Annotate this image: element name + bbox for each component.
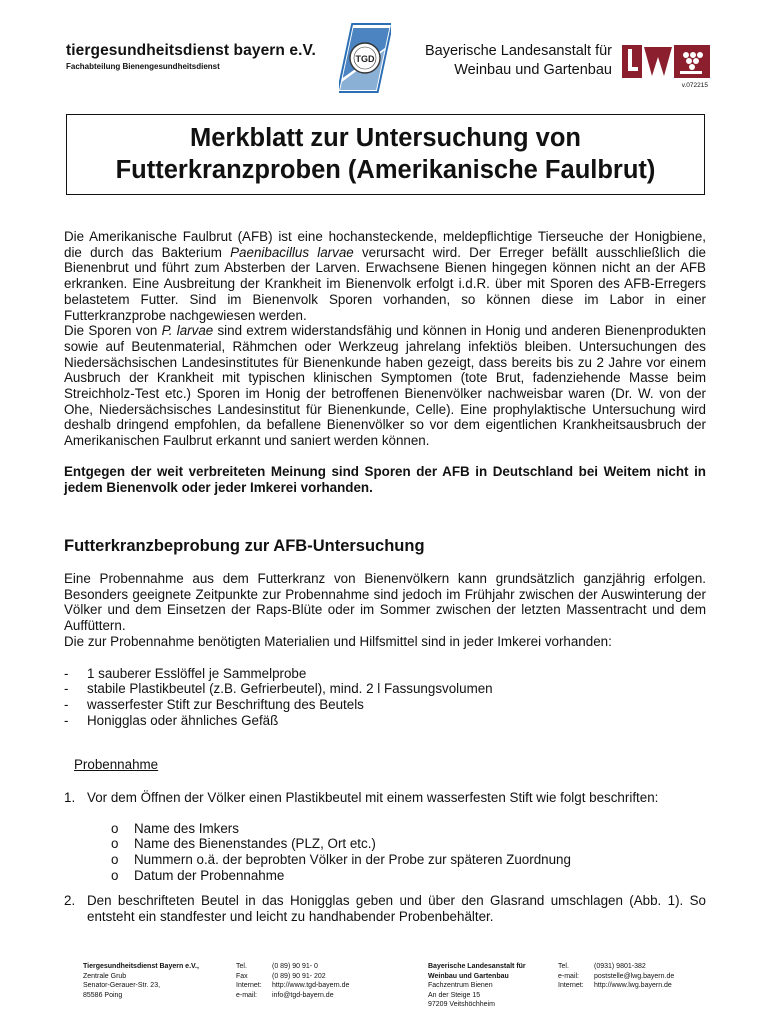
list-item: - Honigglas oder ähnliches Gefäß [64, 713, 706, 729]
list-item: - stabile Plastikbeutel (z.B. Gefrierbeutel), mind. 2 l Fassungsvolumen [64, 681, 706, 697]
intro-text [64, 229, 706, 495]
section-heading: Futterkranzbeprobung zur AFB-Untersuchung [64, 537, 425, 555]
page-title: Merkblatt zur Untersuchung von Futterkranzproben (Amerikanische Faulbrut) [115, 124, 656, 184]
organization-name: tiergesundheitsdienst bayern e.V. [66, 42, 316, 59]
species-name-short: P. larvae [161, 323, 214, 339]
lwg-email-link[interactable]: poststelle@lwg.bayern.de [594, 972, 675, 980]
step-1 [64, 790, 706, 884]
species-name: Paenibacillus larvae [230, 244, 354, 260]
version-label: v.072215 [681, 82, 708, 89]
intro-paragraph-1: Die Amerikanische Faulbrut (AFB) ist eine hochansteckende, meldepflichtige Tierseuche der Honigbiene, die durch das Bakterium Paenibacillus larvae verursacht wird. Der Erreger befällt ausschließlich die Bienenbrut und führt zum Absterben der Larven. Erwachsene Bienen hingegen können nicht an der AFB erkranken. Eine Ausbreitung der Krankheit im Bienenvolk erfolgt i.d.R. über mit Sporen des AFB-Erregers belastetem Futter. Sind im Bienenvolk Sporen vorhanden, so können diese im Labor in einer Futterkranzprobe nachgewiesen werden. [64, 229, 706, 323]
section-paragraph-2: Die zur Probennahme benötigten Materialien und Hilfsmittel sind in jeder Imkerei vorhanden: [64, 633, 612, 649]
section-paragraph-1: Eine Probennahme aus dem Futterkranz von Bienenvölkern kann grundsätzlich ganzjährig erfolgen. Besonders geeignete Zeitpunkte zur Probennahme sind jedoch im Frühjahr zwischen der Auswinterung der Völker und dem Einsetzen der Raps-Blüte oder im Sommer zwischen der letzten Massentracht und dem Auffüttern. [64, 571, 706, 634]
list-item: o Name des Imkers [111, 821, 706, 837]
list-item: - 1 sauberer Esslöffel je Sammelprobe [64, 666, 706, 682]
step-text: Den beschrifteten Beutel in das Honigglas geben und über den Glasrand umschlagen (Abb. 1). So entsteht ein standfester und leicht zu handhabender Probenbehälter. [87, 893, 706, 924]
contact-row: Tel. (0 89) 90 91- 0 [236, 963, 318, 970]
tgd-website-link[interactable]: http://www.tgd-bayern.de [272, 982, 350, 989]
contact-row: Fax (0 89) 90 91- 202 [236, 972, 326, 980]
footer-lwg-address: Bayerische Landesanstalt für Weinbau und Gartenbau Fachzentrum Bienen An der Steige 15 97209 Veitshöchheim [428, 963, 526, 1008]
lwg-logo [622, 45, 710, 78]
list-item: o Datum der Probennahme [111, 868, 706, 884]
footer-tgd-address: Tiergesundheitsdienst Bayern e.V., Zentrale Grub Senator-Gerauer-Str. 23, 85586 Poing [83, 963, 199, 999]
contact-row: e-mail: info@tgd-bayern.de [236, 991, 349, 1001]
step-2 [64, 893, 706, 924]
contact-row: e-mail: poststelle@lwg.bayern.de [558, 972, 675, 980]
step-number: 1. [64, 790, 76, 805]
footer-lwg-contact [558, 962, 674, 991]
label-items-list [111, 821, 706, 884]
step-number: 2. [64, 893, 76, 908]
lwg-website-link[interactable]: http://www.lwg.bayern.de [594, 982, 672, 989]
footer-tgd-contact [236, 962, 349, 1000]
lwg-institution-name: Bayerische Landesanstalt für Weinbau und Gartenbau [425, 43, 612, 78]
contact-row: Internet: http://www.lwg.bayern.de [558, 981, 674, 991]
seal-text: TGD [355, 54, 375, 64]
list-item: o Nummern o.ä. der beprobten Völker in der Probe zur späteren Zuordnung [111, 852, 706, 868]
section-text [64, 571, 706, 728]
contact-row: Internet: http://www.tgd-bayern.de [236, 982, 350, 989]
step-text: Vor dem Öffnen der Völker einen Plastikbeutel mit einem wasserfesten Stift wie folgt beschriften: [87, 790, 659, 805]
bold-note: Entgegen der weit verbreiteten Meinung sind Sporen der AFB in Deutschland bei Weitem nicht in jedem Bienenvolk oder jeder Imkerei vorhanden. [64, 463, 706, 495]
sampling-heading: Probennahme [74, 757, 159, 772]
contact-row: Tel. (0931) 9801-382 [558, 963, 646, 970]
title-box [66, 114, 705, 195]
list-item: - wasserfester Stift zur Beschriftung des Beutels [64, 697, 706, 713]
materials-list [64, 666, 706, 729]
tgd-email-link[interactable]: info@tgd-bayern.de [272, 991, 334, 999]
department-name: Fachabteilung Bienengesundheitsdienst [66, 62, 220, 71]
intro-paragraph-2: Die Sporen von P. larvae sind extrem widerstandsfähig und können in Honig und anderen Bienenprodukten sowie auf Beutenmaterial, Rähmchen oder Werkzeug jahrelang infektiös bleiben. Untersuchungen des Niedersächsischen Landesinstitutes für Bienenkunde haben gezeigt, dass bereits bis zu 2 Jahre vor einem Ausbruch der Krankheit mit typischen klinischen Symptomen (tote Brut, fadenziehende Masse beim Streichholz-Test etc.) Sporen im Honig der betroffenen Bienenvölker nachweisbar waren (Dr. W. von der Ohe, Niedersächsisches Landesinstitut für Bienenkunde, Celle). Eine prophylaktische Untersuchung wird deshalb dringend empfohlen, da befallene Bienenvölker so vor dem eigentlichen Krankheitsausbruch der Amerikanischen Faulbrut erkannt und saniert werden können. [64, 323, 706, 449]
list-item: o Name des Bienenstandes (PLZ, Ort etc.) [111, 836, 706, 852]
